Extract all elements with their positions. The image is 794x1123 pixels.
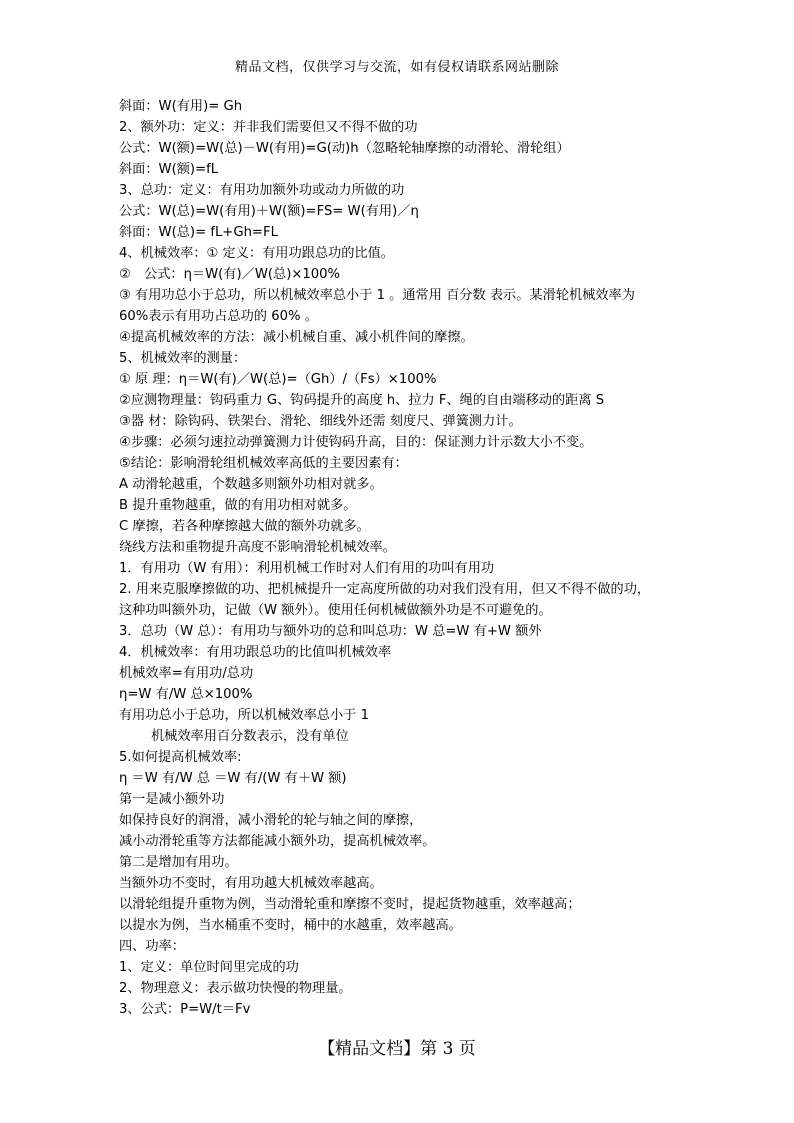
text-line: 以滑轮组提升重物为例，当动滑轮重和摩擦不变时，提起货物越重，效率越高； bbox=[119, 897, 581, 912]
text-line: 第二是增加有用功。 bbox=[119, 855, 238, 870]
text-line: 四、功率： bbox=[119, 939, 185, 954]
text-line: 减小动滑轮重等方法都能减小额外功，提高机械效率。 bbox=[119, 834, 436, 849]
text-line: 公式：W(总)=W(有用)＋W(额)=FS= W(有用)／η bbox=[119, 204, 419, 219]
text-line: C 摩擦，若各种摩擦越大做的额外功就多。 bbox=[119, 519, 370, 534]
text-line: 2. 用来克服摩擦做的功、把机械提升一定高度所做的功对我们没有用，但又不得不做的功， bbox=[119, 582, 651, 597]
text-line: ⑤结论：影响滑轮组机械效率高低的主要因素有： bbox=[119, 456, 408, 471]
text-line: ③器 材：除钩码、铁架台、滑轮、细线外还需 刻度尺、弹簧测力计。 bbox=[119, 414, 522, 429]
text-line: η=W 有/W 总×100% bbox=[119, 687, 253, 702]
text-line: 2、物理意义：表示做功快慢的物理量。 bbox=[119, 981, 352, 996]
text-line: 1、定义：单位时间里完成的功 bbox=[119, 960, 299, 975]
text-line: 这种功叫额外功，记做（W 额外）。使用任何机械做额外功是不可避免的。 bbox=[119, 603, 552, 618]
text-line: 斜面：W(额)=fL bbox=[119, 162, 219, 177]
text-line: η ＝W 有/W 总 ＝W 有/(W 有＋W 额) bbox=[119, 771, 347, 786]
page-header: 精品文档，仅供学习与交流，如有侵权请联系网站删除 bbox=[234, 60, 559, 75]
text-line: ④步骤：必须匀速拉动弹簧测力计使钩码升高，目的：保证测力计示数大小不变。 bbox=[119, 435, 593, 450]
page-footer: 【精品文档】第 3 页 bbox=[318, 1039, 476, 1059]
text-line: ② 公式：η＝W(有)／W(总)×100% bbox=[119, 267, 341, 282]
text-line: 60%表示有用功占总功的 60% 。 bbox=[119, 309, 318, 324]
text-line: 当额外功不变时，有用功越大机械效率越高。 bbox=[119, 876, 383, 891]
text-line: 有用功总小于总功，所以机械效率总小于 1 bbox=[119, 708, 369, 723]
text-line: 斜面：W(有用)= Gh bbox=[119, 99, 243, 114]
text-line: 1．有用功（W 有用）：利用机械工作时对人们有用的功叫有用功 bbox=[119, 561, 495, 576]
text-line: ②应测物理量：钩码重力 G、钩码提升的高度 h、拉力 F、绳的自由端移动的距离 S bbox=[119, 393, 605, 408]
text-line: 2、额外功：定义：并非我们需要但又不得不做的功 bbox=[119, 120, 418, 135]
document-body bbox=[119, 96, 679, 1020]
text-line: 3、公式：P=W/t＝Fv bbox=[119, 1002, 251, 1017]
text-line: 绕线方法和重物提升高度不影响滑轮机械效率。 bbox=[119, 540, 396, 555]
text-line: ④提高机械效率的方法：减小机械自重、减小机件间的摩擦。 bbox=[119, 330, 474, 345]
text-line: 第一是减小额外功 bbox=[119, 792, 225, 807]
text-line: 机械效率=有用功/总功 bbox=[119, 666, 254, 681]
text-line: 以提水为例，当水桶重不变时，桶中的水越重，效率越高。 bbox=[119, 918, 462, 933]
text-line: 3、总功：定义：有用功加额外功或动力所做的功 bbox=[119, 183, 405, 198]
text-line: 3．总功（W 总）：有用功与额外功的总和叫总功：W 总=W 有+W 额外 bbox=[119, 624, 542, 639]
text-line: 斜面：W(总)= fL+Gh=FL bbox=[119, 225, 278, 240]
text-line: 4、机械效率：① 定义：有用功跟总功的比值。 bbox=[119, 246, 394, 261]
text-line: 5、机械效率的测量： bbox=[119, 351, 247, 366]
text-line: 4．机械效率：有用功跟总功的比值叫机械效率 bbox=[119, 645, 392, 660]
text-line: B 提升重物越重，做的有用功相对就多。 bbox=[119, 498, 357, 513]
text-line: A 动滑轮越重，个数越多则额外功相对就多。 bbox=[119, 477, 383, 492]
text-line: ① 原 理：η＝W(有)／W(总)=（Gh）/（Fs）×100% bbox=[119, 372, 437, 387]
text-line: 5.如何提高机械效率: bbox=[119, 750, 242, 765]
text-line: 机械效率用百分数表示，没有单位 bbox=[151, 729, 349, 744]
text-line: ③ 有用功总小于总功，所以机械效率总小于 1 。通常用 百分数 表示。某滑轮机械效率为 bbox=[119, 288, 635, 303]
text-line: 如保持良好的润滑，减小滑轮的轮与轴之间的摩擦， bbox=[119, 813, 423, 828]
text-line: 公式：W(额)=W(总)－W(有用)=G(动)h（忽略轮轴摩擦的动滑轮、滑轮组） bbox=[119, 141, 570, 156]
